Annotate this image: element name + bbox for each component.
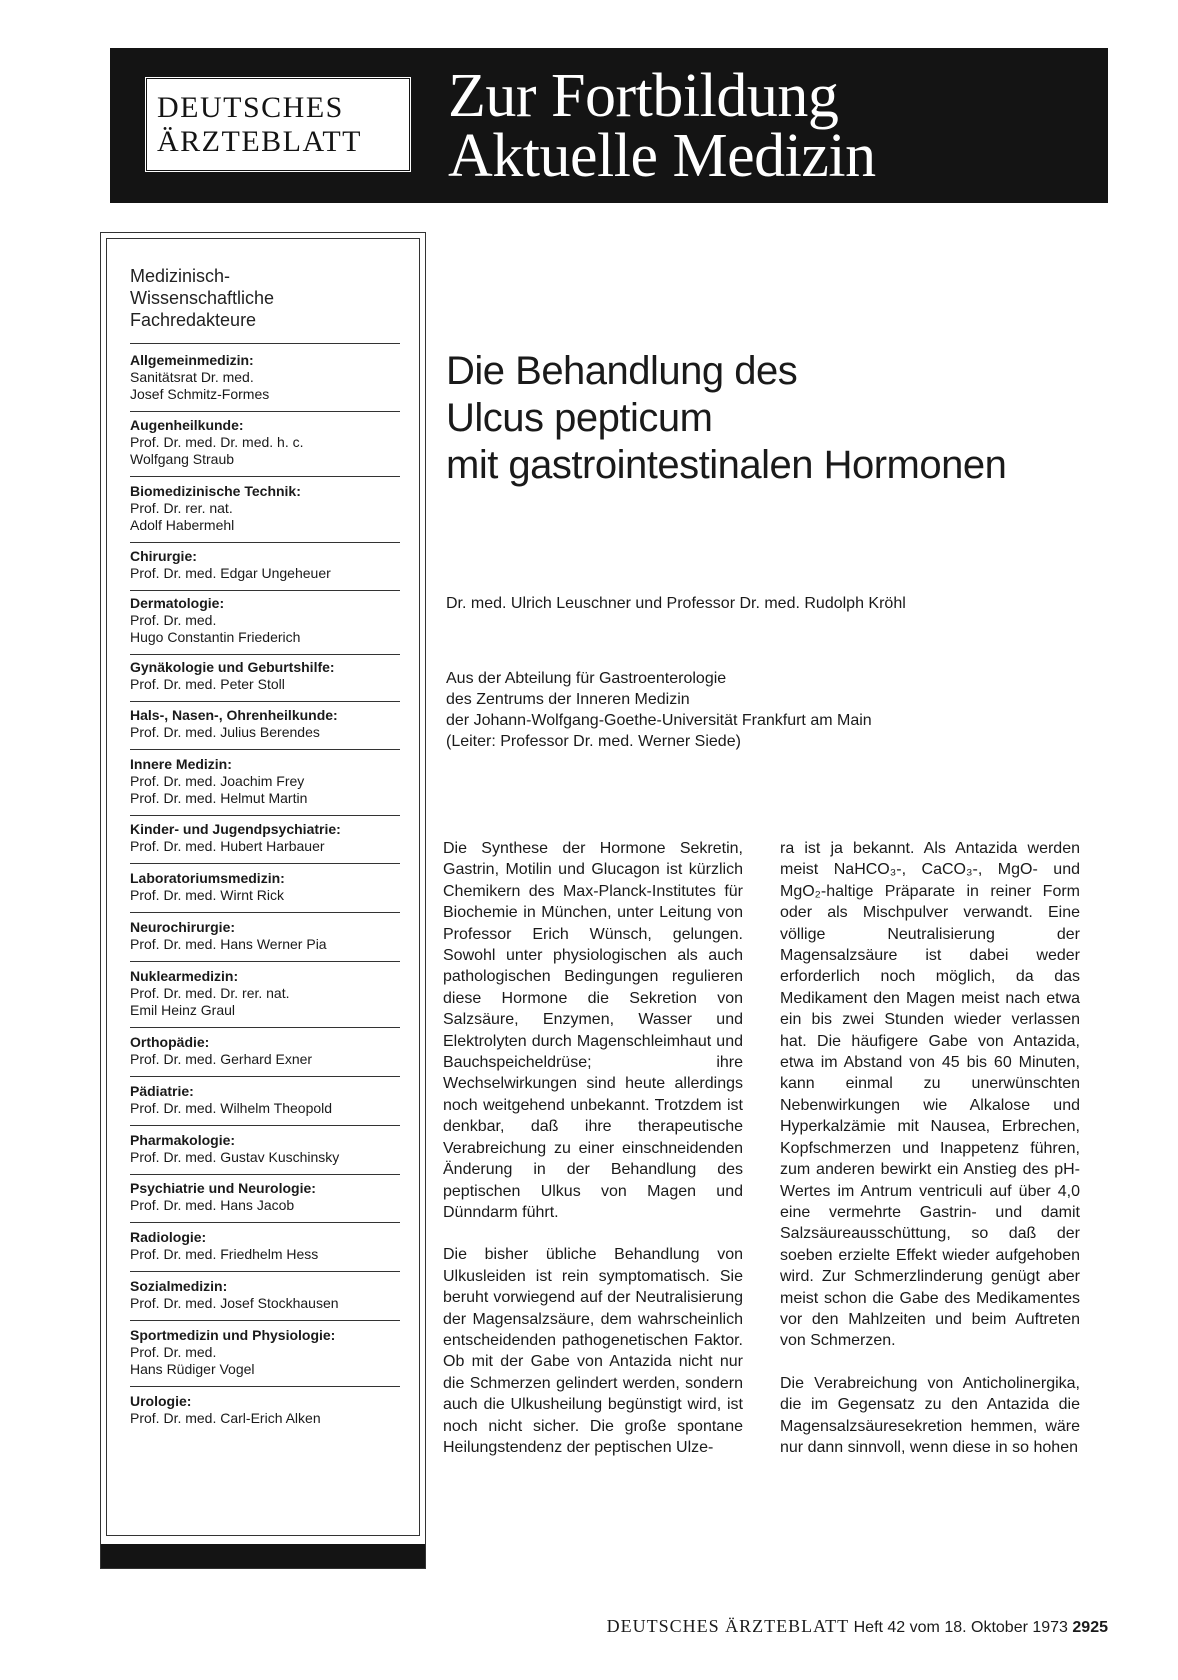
masthead [110,48,1108,203]
editor-specialty: Urologie: [130,1393,192,1409]
journal-logo [144,76,412,173]
editor-entry [130,411,400,476]
editor-specialty: Laboratoriumsmedizin: [130,870,285,886]
editor-names: Prof. Dr. med. Friedhelm Hess [130,1246,319,1262]
editor-names: Prof. Dr. med. Hans Rüdiger Vogel [130,1344,255,1377]
editor-entry [130,343,400,411]
editor-names: Prof. Dr. rer. nat. Adolf Habermehl [130,500,235,533]
section-title-line-1: Zur Fortbildung [448,62,839,130]
editor-specialty: Sportmedizin und Physiologie: [130,1327,336,1343]
editor-entry [130,749,400,815]
section-title-line-2: Aktuelle Medizin [448,122,876,190]
editor-entry [130,1320,400,1386]
article-affiliation: Aus der Abteilung für Gastroenterologie des Zentrums der Inneren Medizin der Johann-Wolfgang-Goethe-Universität Frankfurt am Main (Leiter: Professor Dr. med. Werner Siede) [446,670,872,750]
editor-names: Prof. Dr. med. Josef Stockhausen [130,1295,339,1311]
editor-entry [130,1222,400,1271]
body-paragraph: Die Synthese der Hormone Sekretin, Gastrin, Motilin und Glucagon ist kürzlich Chemikern des Max-Planck-Institutes für Biochemie in München, unter Leitung von Professor Erich Wünsch, gelungen. Sowohl unter physiologischen als auch pathologischen Bedingungen regulieren diese Hormone die Sekretion von Salzsäure, Enzymen, Wasser und Elektrolyten durch Magenschleimhaut und Bauchspeicheldrüse; ihre Wechselwirkungen sind heute allerdings noch weitgehend unbekannt. Trotzdem ist denkbar, daß ihre therapeutische Verabreichung zu einer einschneidenden Änderung in der Behandlung des peptischen Ulkus von Magen und Dünndarm führt. [443,840,743,1221]
editor-specialty: Hals-, Nasen-, Ohrenheilkunde: [130,707,338,723]
editor-names: Prof. Dr. med. Joachim Frey Prof. Dr. med. Helmut Martin [130,773,308,806]
editor-specialty: Chirurgie: [130,548,197,564]
editor-names: Prof. Dr. med. Hans Jacob [130,1197,295,1213]
editor-specialty: Nuklearmedizin: [130,968,239,984]
editor-names: Prof. Dr. med. Hans Werner Pia [130,936,327,952]
editor-entry [130,863,400,912]
article-authors: Dr. med. Ulrich Leuschner und Professor Dr. med. Rudolph Kröhl [446,595,906,612]
body-paragraph: Die bisher übliche Behandlung von Ulkusleiden ist rein symptomatisch. Sie beruht vorwiegend auf der Neutralisierung der Magensalzsäure, dem wahrscheinlich entscheidenden pathogenetischen Faktor. Ob mit der Gabe von Antazida nicht nur die Schmerzen gelindert werden, sondern auch die Ulkusheilung begünstigt wird, ist noch nicht sicher. Die große spontane Heilungstendenz der peptischen Ulze- [443,1246,743,1456]
page-number: 2925 [1072,1619,1108,1636]
editor-specialty: Orthopädie: [130,1034,210,1050]
editor-entry [130,1271,400,1320]
editor-names: Prof. Dr. med. Dr. rer. nat. Emil Heinz Graul [130,985,290,1018]
editor-names: Prof. Dr. med. Wilhelm Theopold [130,1100,333,1116]
editor-specialty: Biomedizinische Technik: [130,483,301,499]
editor-specialty: Kinder- und Jugendpsychiatrie: [130,821,341,837]
editor-entry [130,542,400,590]
editors-list [130,343,400,1435]
editor-entry [130,1027,400,1076]
footer-journal: DEUTSCHES ÄRZTEBLATT [606,1616,850,1636]
logo-line-1: DEUTSCHES [157,90,344,124]
editor-entry [130,912,400,961]
body-paragraph: Die Verabreichung von Anticholinergika, die im Gegensatz zu den Antazida die Magensalzsäuresekretion hemmen, wäre nur dann sinnvoll, wenn diese in so hohen [780,1374,1080,1456]
editor-specialty: Psychiatrie und Neurologie: [130,1180,316,1196]
editor-entry [130,961,400,1027]
editor-entry [130,1125,400,1174]
editor-entry [130,1386,400,1435]
editor-entry [130,1076,400,1125]
editor-specialty: Gynäkologie und Geburtshilfe: [130,659,335,675]
editor-names: Prof. Dr. med. Hubert Harbauer [130,838,325,854]
editor-specialty: Allgemeinmedizin: [130,352,254,368]
editor-names: Prof. Dr. med. Dr. med. h. c. Wolfgang Straub [130,434,304,467]
editor-specialty: Radiologie: [130,1229,207,1245]
editor-entry [130,654,400,701]
editor-entry [130,590,400,654]
editor-names: Prof. Dr. med. Wirnt Rick [130,887,285,903]
editor-specialty: Sozialmedizin: [130,1278,228,1294]
editor-names: Prof. Dr. med. Edgar Ungeheuer [130,565,331,581]
editor-names: Prof. Dr. med. Gerhard Exner [130,1051,313,1067]
sidebar-footer-bar [101,1544,425,1568]
body-column-1 [443,838,743,1479]
editor-names: Prof. Dr. med. Hugo Constantin Friederich [130,612,301,645]
editor-specialty: Pharmakologie: [130,1132,236,1148]
editor-specialty: Pädiatrie: [130,1083,194,1099]
editor-entry [130,815,400,863]
editor-entry [130,476,400,542]
editor-specialty: Neurochirurgie: [130,919,236,935]
article-title: Die Behandlung des Ulcus pepticum mit gastrointestinalen Hormonen [446,349,1007,487]
editor-entry [130,701,400,749]
section-title [448,62,876,190]
editor-names: Prof. Dr. med. Carl-Erich Alken [130,1410,321,1426]
body-column-2 [780,838,1080,1479]
editor-specialty: Augenheilkunde: [130,417,244,433]
footer-issue: Heft 42 vom 18. Oktober 1973 [853,1619,1068,1636]
page-footer [0,1616,1108,1637]
editor-entry [130,1174,400,1222]
sidebar-heading: Medizinisch- Wissenschaftliche Fachredakteure [130,266,275,330]
logo-line-2: ÄRZTEBLATT [157,124,362,158]
body-paragraph: ra ist ja bekannt. Als Antazida werden meist NaHCO₃-, CaCO₃-, MgO- und MgO₂-haltige Präparate in reiner Form oder als Mischpulver verwandt. Eine völlige Neutralisierung der Magensalzsäure ist dabei weder erforderlich noch möglich, da das Medikament den Magen meist nach etwa ein bis zwei Stunden wieder verlassen hat. Die häufigere Gabe von Antazida, etwa im Abstand von 45 bis 60 Minuten, kann einmal zu unerwünschten Nebenwirkungen wie Alkalose und Hyperkalzämie mit Nausea, Erbrechen, Kopfschmerzen und Inappetenz führen, zum anderen bewirkt ein Anstieg des pH-Wertes im Antrum ventriculi auf über 4,0 eine vermehrte Gastrin- und damit Salzsäureausschüttung, so daß der soeben erzielte Effekt wieder aufgehoben wird. Zur Schmerzlinderung genügt aber meist schon die Gabe des Medikamentes vor den Mahlzeiten und beim Auftreten von Schmerzen. [780,840,1080,1350]
editor-names: Prof. Dr. med. Gustav Kuschinsky [130,1149,340,1165]
editor-names: Sanitätsrat Dr. med. Josef Schmitz-Formes [130,369,270,402]
editor-specialty: Dermatologie: [130,595,225,611]
editor-names: Prof. Dr. med. Peter Stoll [130,676,285,692]
editor-names: Prof. Dr. med. Julius Berendes [130,724,320,740]
editor-specialty: Innere Medizin: [130,756,232,772]
